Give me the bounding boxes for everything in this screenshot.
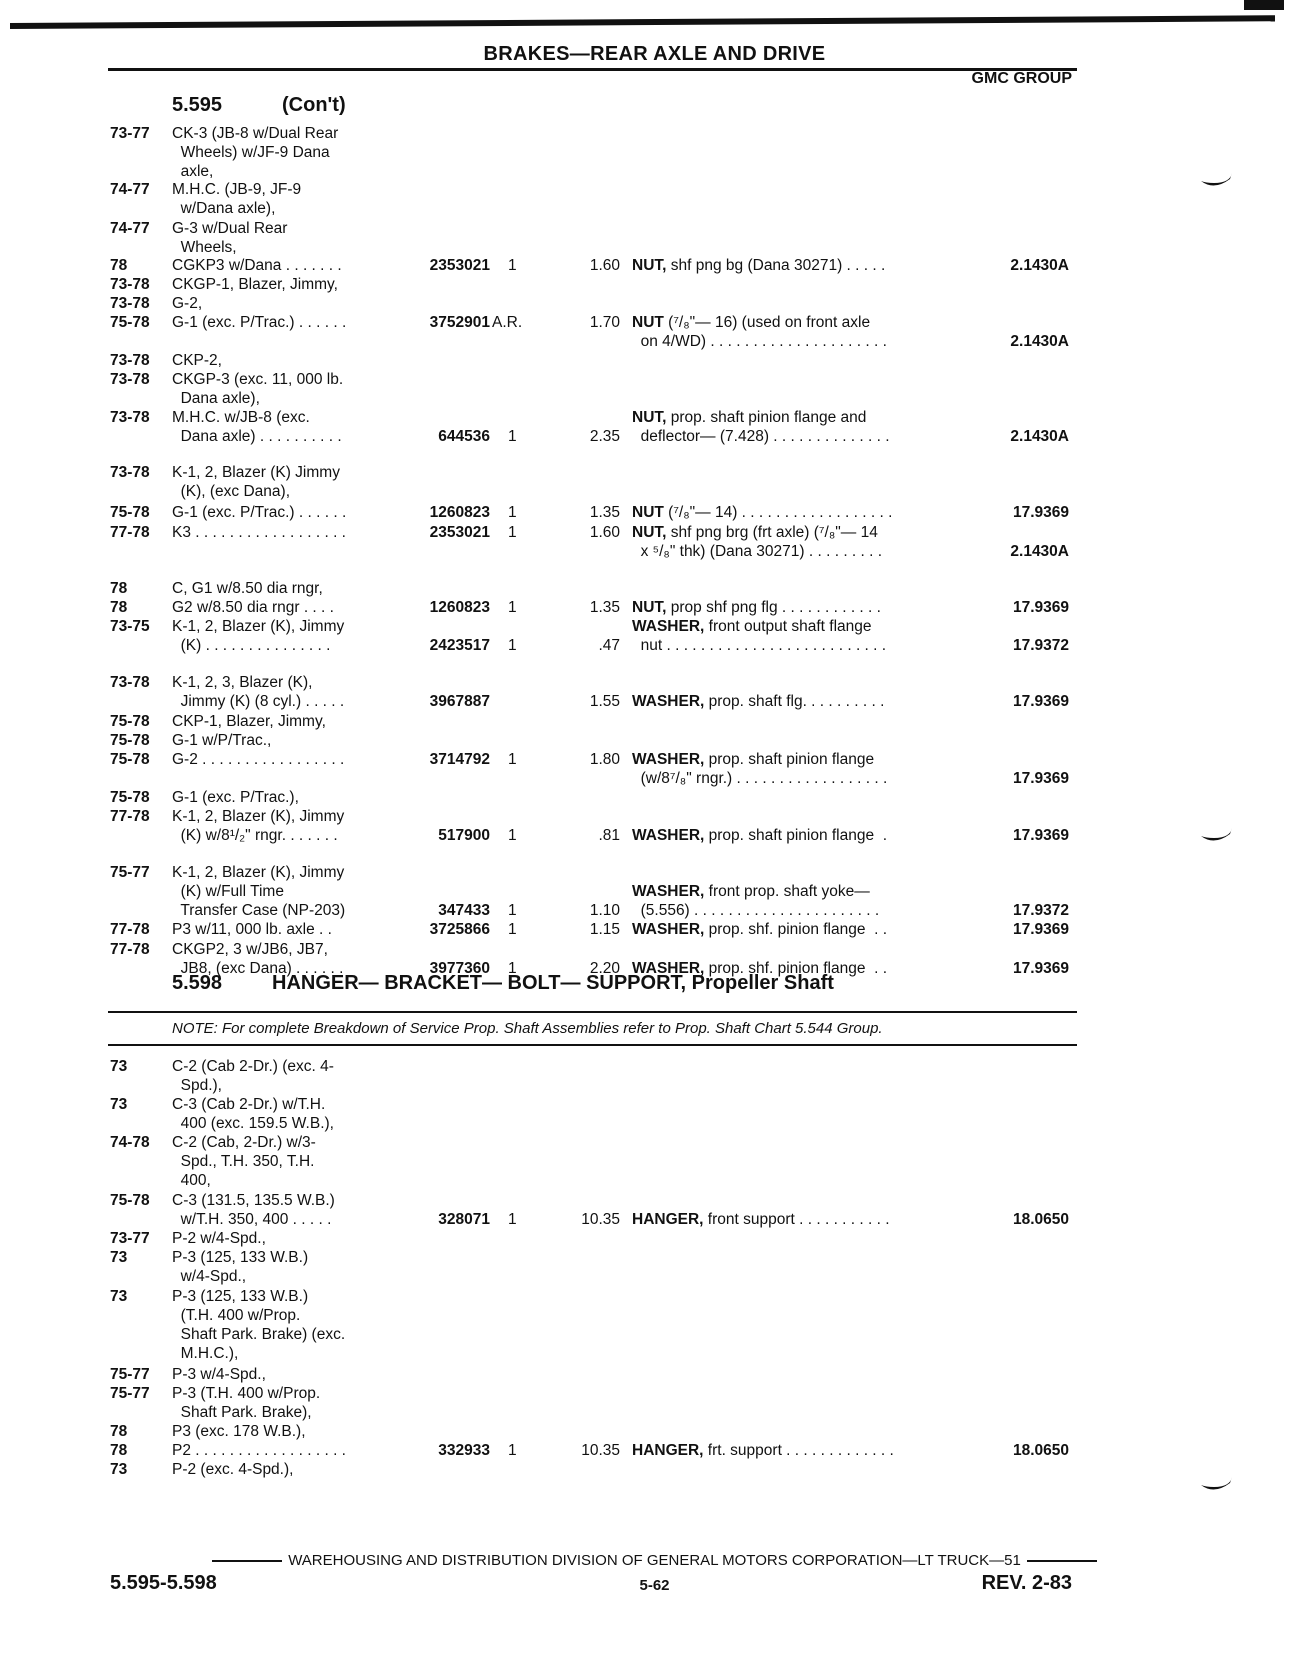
part-description <box>632 313 962 351</box>
footer-underline-right <box>1027 1560 1097 1562</box>
part-detail: prop. shf. pinion flange . . <box>704 921 888 938</box>
model-years: 75-77 <box>110 1385 150 1402</box>
part-detail: prop. shaft pinion flange . <box>704 827 888 844</box>
model-years: 78 <box>110 599 128 616</box>
group-number: 2.1430A <box>1010 543 1069 560</box>
list-price: 1.70 <box>589 314 620 331</box>
top-border-cap <box>1244 0 1284 10</box>
model-years: 73-78 <box>110 295 150 312</box>
application: CGKP3 w/Dana . . . . . . . <box>172 257 342 274</box>
footer-division-text: WAREHOUSING AND DISTRIBUTION DIVISION OF GENERAL MOTORS CORPORATION—LT TRUCK—51 <box>288 1552 1021 1569</box>
model-years: 75-78 <box>110 751 150 768</box>
model-years: 77-78 <box>110 808 150 825</box>
footer-revision: REV. 2-83 <box>981 1572 1072 1594</box>
list-price: 1.55 <box>589 693 620 710</box>
list-price: 2.20 <box>589 960 620 977</box>
part-number: 1260823 <box>429 599 490 616</box>
section-note: NOTE: For complete Breakdown of Service Prop. Shaft Assemblies refer to Prop. Shaft Chart 5.544 Group. <box>172 1020 883 1037</box>
model-years: 77-78 <box>110 524 150 541</box>
application: P-3 (125, 133 W.B.) w/4-Spd., <box>172 1249 309 1285</box>
application: K-1, 2, 3, Blazer (K), Jimmy (K) (8 cyl.) . . . . . <box>172 674 345 710</box>
part-number: 517900 <box>438 827 490 844</box>
application: K-1, 2, Blazer (K) Jimmy (K), (exc Dana), <box>172 464 340 500</box>
part-name: NUT, <box>632 599 667 616</box>
part-name: WASHER, <box>632 883 705 900</box>
binder-tab-mark <box>1200 1477 1234 1495</box>
section-label: HANGER— BRACKET— BOLT— SUPPORT, Propeller Shaft <box>272 972 834 994</box>
model-years: 75-78 <box>110 732 150 749</box>
part-name: NUT <box>632 504 664 521</box>
binder-tab-mark <box>1200 173 1234 191</box>
list-price: 1.60 <box>589 257 620 274</box>
part-name: WASHER, <box>632 618 705 635</box>
part-description <box>632 503 962 522</box>
application: P-3 (125, 133 W.B.) (T.H. 400 w/Prop. Shaft Park. Brake) (exc. M.H.C.), <box>172 1288 346 1362</box>
model-years: 75-77 <box>110 1366 150 1383</box>
part-number: 3967887 <box>429 693 490 710</box>
quantity: 1 <box>508 902 517 919</box>
part-description <box>632 1210 962 1229</box>
group-number: 17.9369 <box>1012 921 1069 938</box>
application: CKP-2, <box>172 352 222 369</box>
group-number: 17.9369 <box>1012 693 1069 710</box>
list-price: 1.15 <box>589 921 620 938</box>
part-description <box>632 523 962 561</box>
part-detail: prop. shaft flg. . . . . . . . . . <box>704 693 885 710</box>
part-detail: prop. shaft pinion flange (w/8⁷/₈" rngr.) . . . . . . . . . . . . . . . . . . <box>640 751 888 787</box>
part-number: 2353021 <box>429 257 490 274</box>
section-number: 5.598 <box>172 972 223 994</box>
part-description <box>632 1441 962 1460</box>
part-number: 3725866 <box>429 921 490 938</box>
model-years: 73-77 <box>110 125 150 142</box>
part-description <box>632 598 962 617</box>
part-number: 2423517 <box>429 637 490 654</box>
part-detail: prop. shaft pinion flange and deflector— (7.428) . . . . . . . . . . . . . . <box>640 409 890 445</box>
application: CKGP2, 3 w/JB6, JB7, JB8, (exc Dana) . . . . . . <box>172 941 344 977</box>
part-description <box>632 617 962 655</box>
section-heading-5-598 <box>172 972 834 995</box>
part-detail: front output shaft flange nut . . . . . . . . . . . . . . . . . . . . . . . . . . <box>640 618 887 654</box>
model-years: 77-78 <box>110 921 150 938</box>
application: C-2 (Cab 2-Dr.) (exc. 4- Spd.), <box>172 1058 334 1094</box>
part-name: WASHER, <box>632 751 705 768</box>
quantity: 1 <box>508 960 517 977</box>
footer-underline-left <box>212 1560 282 1562</box>
quantity: 1 <box>508 921 517 938</box>
quantity: 1 <box>508 428 517 445</box>
list-price: 1.80 <box>589 751 620 768</box>
model-years: 73-78 <box>110 409 150 426</box>
application: G-2 . . . . . . . . . . . . . . . . . <box>172 751 345 768</box>
application: P-3 (T.H. 400 w/Prop. Shaft Park. Brake), <box>172 1385 321 1421</box>
part-detail: (⁷/₈"— 16) (used on front axle on 4/WD) . . . . . . . . . . . . . . . . . . . . . <box>640 314 887 350</box>
list-price: 1.10 <box>589 902 620 919</box>
group-number: 2.1430A <box>1010 333 1069 350</box>
model-years: 73 <box>110 1249 128 1266</box>
model-years: 75-77 <box>110 864 150 881</box>
part-detail: shf png bg (Dana 30271) . . . . . <box>666 257 886 274</box>
part-number: 3752901 <box>429 314 490 331</box>
part-detail: (⁷/₈"— 14) . . . . . . . . . . . . . . . . . . <box>663 504 893 521</box>
footer-page-number: 5-62 <box>639 1577 670 1594</box>
top-border-rule <box>10 0 1275 29</box>
list-price: 1.35 <box>589 504 620 521</box>
model-years: 74-77 <box>110 181 150 198</box>
quantity: A.R. <box>492 314 523 331</box>
section-rule <box>108 1011 1077 1013</box>
quantity: 1 <box>508 827 517 844</box>
part-name: NUT, <box>632 409 667 426</box>
part-name: WASHER, <box>632 960 705 977</box>
quantity: 1 <box>508 524 517 541</box>
part-name: NUT <box>632 314 664 331</box>
application: CKGP-3 (exc. 11, 000 lb. Dana axle), <box>172 371 344 407</box>
part-number: 3714792 <box>429 751 490 768</box>
group-number: 2.1430A <box>1010 257 1069 274</box>
model-years: 73-78 <box>110 674 150 691</box>
list-price: .47 <box>598 637 620 654</box>
part-number: 1260823 <box>429 504 490 521</box>
application: G-3 w/Dual Rear Wheels, <box>172 220 288 256</box>
model-years: 75-78 <box>110 504 150 521</box>
part-name: NUT, <box>632 524 667 541</box>
section-heading-5-595 <box>172 94 346 117</box>
part-detail: front prop. shaft yoke— (5.556) . . . . . . . . . . . . . . . . . . . . . . <box>640 883 880 919</box>
part-description <box>632 408 962 446</box>
quantity: 1 <box>508 1442 517 1459</box>
model-years: 73-75 <box>110 618 150 635</box>
part-description <box>632 256 962 275</box>
part-number: 328071 <box>438 1211 490 1228</box>
group-number: 17.9369 <box>1012 960 1069 977</box>
model-years: 73-78 <box>110 464 150 481</box>
part-name: WASHER, <box>632 827 705 844</box>
part-number: 644536 <box>438 428 490 445</box>
part-number: 3977360 <box>429 960 490 977</box>
part-description <box>632 882 962 920</box>
model-years: 75-78 <box>110 314 150 331</box>
model-years: 73-77 <box>110 1230 150 1247</box>
quantity: 1 <box>508 504 517 521</box>
model-years: 78 <box>110 580 128 597</box>
model-years: 74-78 <box>110 1134 150 1151</box>
model-years: 73 <box>110 1461 128 1478</box>
application: P-2 (exc. 4-Spd.), <box>172 1461 294 1478</box>
part-detail: frt. support . . . . . . . . . . . . . <box>703 1442 894 1459</box>
part-description <box>632 826 962 845</box>
model-years: 73 <box>110 1058 128 1075</box>
application: C-3 (131.5, 135.5 W.B.) w/T.H. 350, 400 . . . . . <box>172 1192 335 1228</box>
title-rule <box>108 68 1077 71</box>
application: G-1 (exc. P/Trac.), <box>172 789 299 806</box>
model-years: 75-78 <box>110 713 150 730</box>
application: C-3 (Cab 2-Dr.) w/T.H. 400 (exc. 159.5 W.B.), <box>172 1096 334 1132</box>
group-number: 2.1430A <box>1010 428 1069 445</box>
group-label: GMC GROUP <box>971 70 1072 87</box>
list-price: 2.35 <box>589 428 620 445</box>
application: P-2 w/4-Spd., <box>172 1230 266 1247</box>
application: K-1, 2, Blazer (K), Jimmy (K) w/8¹/₂" rngr. . . . . . . <box>172 808 345 844</box>
quantity: 1 <box>508 637 517 654</box>
model-years: 75-78 <box>110 1192 150 1209</box>
application: G-1 w/P/Trac., <box>172 732 272 749</box>
binder-tab-mark <box>1200 828 1234 846</box>
part-number: 347433 <box>438 902 490 919</box>
part-name: HANGER, <box>632 1211 704 1228</box>
group-number: 17.9369 <box>1012 827 1069 844</box>
list-price: .81 <box>598 827 620 844</box>
group-number: 17.9369 <box>1012 770 1069 787</box>
part-name: HANGER, <box>632 1442 704 1459</box>
application: K-1, 2, Blazer (K), Jimmy (K) . . . . . . . . . . . . . . . <box>172 618 345 654</box>
page-title: BRAKES—REAR AXLE AND DRIVE <box>483 43 826 65</box>
group-number: 17.9369 <box>1012 504 1069 521</box>
application: P2 . . . . . . . . . . . . . . . . . . <box>172 1442 346 1459</box>
model-years: 78 <box>110 1442 128 1459</box>
model-years: 73 <box>110 1096 128 1113</box>
list-price: 1.35 <box>589 599 620 616</box>
part-detail: prop. shf. pinion flange . . <box>704 960 888 977</box>
part-detail: front support . . . . . . . . . . . <box>703 1211 890 1228</box>
part-description <box>632 750 962 788</box>
section-number: 5.595 <box>172 94 223 116</box>
part-number: 332933 <box>438 1442 490 1459</box>
part-detail: prop shf png flg . . . . . . . . . . . . <box>666 599 881 616</box>
group-number: 17.9369 <box>1012 599 1069 616</box>
application: K3 . . . . . . . . . . . . . . . . . . <box>172 524 346 541</box>
model-years: 73-78 <box>110 371 150 388</box>
quantity: 1 <box>508 751 517 768</box>
application: M.H.C. w/JB-8 (exc. Dana axle) . . . . . . . . . . <box>172 409 342 445</box>
application: C-2 (Cab, 2-Dr.) w/3- Spd., T.H. 350, T.H. 400, <box>172 1134 316 1189</box>
model-years: 73 <box>110 1288 128 1305</box>
application: C, G1 w/8.50 dia rngr, <box>172 580 323 597</box>
part-name: WASHER, <box>632 693 705 710</box>
group-number: 18.0650 <box>1012 1442 1069 1459</box>
quantity: 1 <box>508 1211 517 1228</box>
application: P3 w/11, 000 lb. axle . . <box>172 921 332 938</box>
part-description <box>632 692 962 711</box>
application: P-3 w/4-Spd., <box>172 1366 266 1383</box>
part-description <box>632 920 962 939</box>
model-years: 77-78 <box>110 941 150 958</box>
footer-range: 5.595-5.598 <box>110 1572 217 1594</box>
part-detail: shf png brg (frt axle) (⁷/₈"— 14 x ⁵/₈" thk) (Dana 30271) . . . . . . . . . <box>640 524 883 560</box>
application: G-1 (exc. P/Trac.) . . . . . . <box>172 314 347 331</box>
application: CKGP-1, Blazer, Jimmy, <box>172 276 338 293</box>
model-years: 78 <box>110 257 128 274</box>
model-years: 73-78 <box>110 352 150 369</box>
footer-division <box>0 1552 1309 1569</box>
section-label: (Con't) <box>282 94 346 116</box>
model-years: 73-78 <box>110 276 150 293</box>
group-number: 17.9372 <box>1012 637 1069 654</box>
note-rule <box>108 1044 1077 1046</box>
model-years: 74-77 <box>110 220 150 237</box>
group-number: 17.9372 <box>1012 902 1069 919</box>
application: G-1 (exc. P/Trac.) . . . . . . <box>172 504 347 521</box>
application: P3 (exc. 178 W.B.), <box>172 1423 306 1440</box>
list-price: 10.35 <box>581 1442 620 1459</box>
group-number: 18.0650 <box>1012 1211 1069 1228</box>
application: K-1, 2, Blazer (K), Jimmy (K) w/Full Time Transfer Case (NP-203) <box>172 864 346 919</box>
quantity: 1 <box>508 257 517 274</box>
part-name: NUT, <box>632 257 667 274</box>
model-years: 75-78 <box>110 789 150 806</box>
application: G-2, <box>172 295 203 312</box>
list-price: 1.60 <box>589 524 620 541</box>
application: CK-3 (JB-8 w/Dual Rear Wheels) w/JF-9 Dana axle, <box>172 125 339 180</box>
application: G2 w/8.50 dia rngr . . . . <box>172 599 334 616</box>
application: M.H.C. (JB-9, JF-9 w/Dana axle), <box>172 181 302 217</box>
list-price: 10.35 <box>581 1211 620 1228</box>
quantity: 1 <box>508 599 517 616</box>
application: CKP-1, Blazer, Jimmy, <box>172 713 326 730</box>
model-years: 78 <box>110 1423 128 1440</box>
part-number: 2353021 <box>429 524 490 541</box>
part-name: WASHER, <box>632 921 705 938</box>
